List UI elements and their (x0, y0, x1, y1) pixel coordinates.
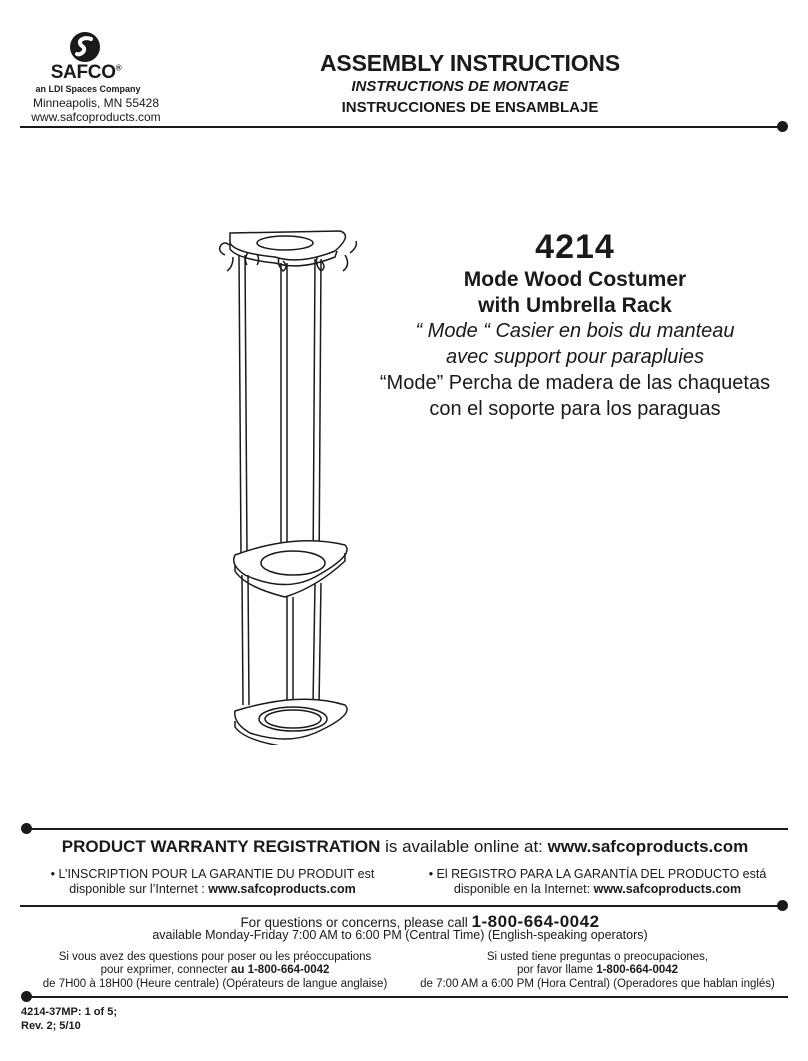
warranty-registration (30, 837, 780, 857)
contact-phone[interactable]: 1-800-664-0042 (471, 912, 600, 931)
contact-french-phone[interactable]: au 1-800-664-0042 (230, 964, 330, 976)
contact-spanish-line2: por favor llame 1-800-664-0042 (516, 964, 679, 976)
warranty-french-url[interactable]: www.safcoproducts.com (208, 882, 356, 896)
product-name-french-line1: “ Mode “ Casier en bois du manteau (415, 320, 735, 342)
warranty-middle: is available online at: (380, 837, 548, 856)
header-divider-dot (777, 121, 788, 132)
warranty-spanish-line2: disponible en la Internet: www.safcoproducts.com (453, 882, 742, 896)
title-french: INSTRUCTIONS DE MONTAGE (351, 78, 569, 95)
contact-french-line1: Si vous avez des questions pour poser ou les préoccupations (58, 951, 372, 963)
safco-logo-icon (68, 30, 102, 64)
contact-french-line3: de 7H00 à 18H00 (Heure centrale) (Opérateurs de langue anglaise) (42, 978, 388, 990)
warranty-spanish-line1: • El REGISTRO PARA LA GARANTÍA DEL PRODUCTO está (428, 867, 767, 881)
costumer-illustration (205, 215, 375, 745)
title-spanish: INSTRUCCIONES DE ENSAMBLAJE (341, 99, 599, 116)
brand-name: SAFCO® (50, 62, 122, 83)
warranty-bottom-divider-dot (777, 900, 788, 911)
product-name-spanish-line1: “Mode” Percha de madera de las chaquetas (379, 372, 771, 394)
contact-spanish-phone[interactable]: 1-800-664-0042 (596, 964, 679, 976)
warranty-french-line1: • L’INSCRIPTION POUR LA GARANTIE DU PRODUIT est (50, 867, 375, 881)
footer-divider-dot (21, 991, 32, 1002)
brand-city: Minneapolis, MN 55428 (32, 96, 160, 110)
warranty-top-divider-dot (21, 823, 32, 834)
warranty-bottom-divider (20, 905, 780, 907)
product-name-spanish-line2: con el soporte para los paraguas (429, 398, 721, 420)
contact-hours: available Monday-Friday 7:00 AM to 6:00 PM (Central Time) (English-speaking operators) (152, 928, 648, 942)
contact-spanish-line3: de 7:00 AM a 6:00 PM (Hora Central) (Operadores que hablan inglés) (420, 978, 775, 990)
warranty-spanish-url[interactable]: www.safcoproducts.com (593, 882, 742, 896)
contact-french-line2: pour exprimer, connecter au 1-800-664-0042 (100, 964, 330, 976)
document-revision: Rev. 2; 5/10 (21, 1020, 81, 1032)
contact-question: For questions or concerns, please call 1-800-664-0042 (240, 912, 600, 931)
product-name-line2: with Umbrella Rack (478, 294, 672, 317)
brand-subtitle: an LDI Spaces Company (35, 84, 141, 94)
warranty-french-line2: disponible sur l’Internet : www.safcoproducts.com (69, 882, 356, 896)
product-name-french-line2: avec support pour parapluies (446, 346, 704, 368)
model-number: 4214 (535, 228, 615, 266)
product-name-line1: Mode Wood Costumer (463, 268, 687, 291)
warranty-url[interactable]: www.safcoproducts.com (547, 837, 749, 856)
title-english: ASSEMBLY INSTRUCTIONS (320, 50, 620, 76)
brand-website: www.safcoproducts.com (31, 110, 161, 124)
document-id: 4214-37MP: 1 of 5; (21, 1006, 117, 1018)
footer-divider (28, 996, 788, 998)
header-divider (20, 126, 782, 128)
warranty-top-divider (28, 828, 788, 830)
contact-spanish-line1: Si usted tiene preguntas o preocupaciones, (486, 951, 709, 963)
warranty-title: PRODUCT WARRANTY REGISTRATION (61, 837, 381, 856)
